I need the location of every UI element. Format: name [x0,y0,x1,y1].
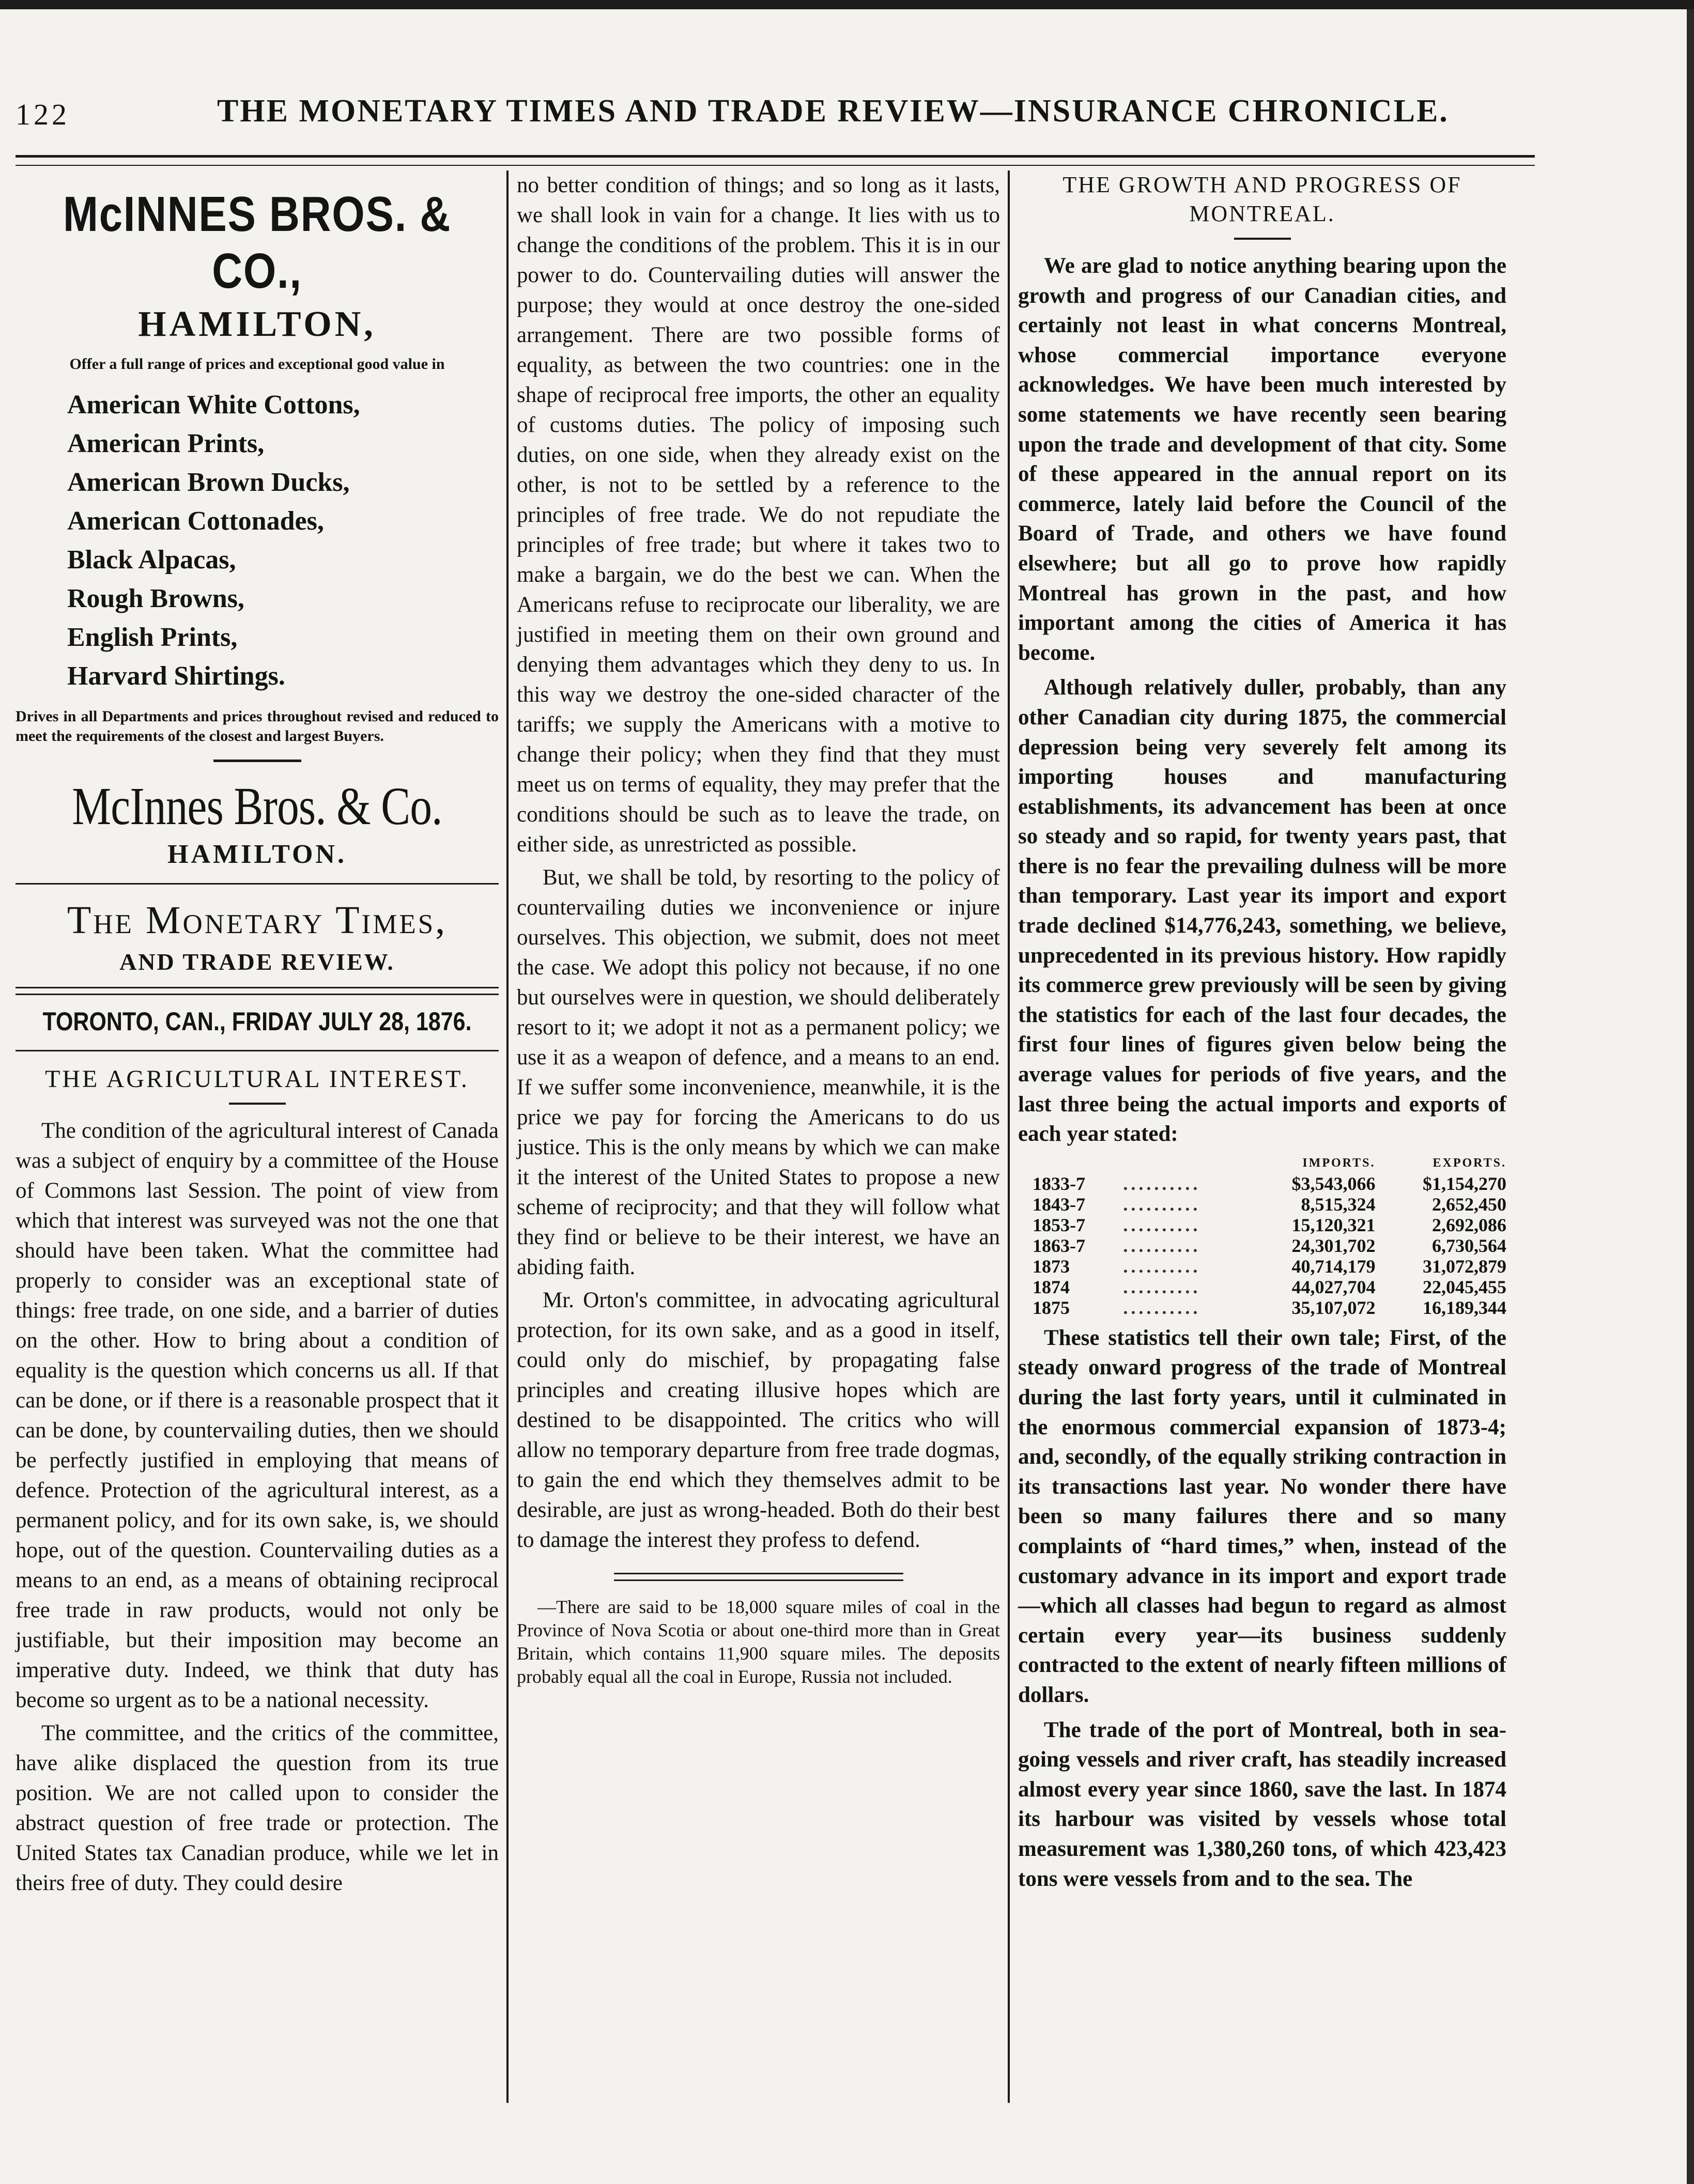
exports-cell: 16,189,344 [1423,1297,1506,1318]
header-rule [16,155,1535,166]
article-heading: THE AGRICULTURAL INTEREST. [45,1065,469,1093]
page-number: 122 [16,98,70,131]
leader-dots: .......... [1123,1235,1201,1256]
scan-right-edge [1687,9,1694,2184]
masthead-title: The Monetary Times, [67,899,448,942]
ad-goods-item: English Prints, [67,623,238,652]
leader-dots: .......... [1123,1256,1201,1277]
exports-cell: 31,072,879 [1423,1256,1506,1277]
ad-goods-item: American Brown Ducks, [67,468,350,497]
ad-city-2: HAMILTON. [167,840,347,869]
period-cell: 1853-7 [1033,1214,1085,1235]
leader-dots: .......... [1123,1214,1201,1235]
exports-cell: $1,154,270 [1423,1173,1506,1194]
leader-dots: .......... [1123,1194,1201,1215]
ad-goods-item: Black Alpacas, [67,545,236,575]
ad-note: Drives in all Departments and prices throughout revised and reduced to meet the requirements of the closest and largest Buyers. [16,708,499,745]
article-paragraph: The committee, and the critics of the committee, have alike displaced the question from its true position. We are not called upon to consider the abstract question of free trade or protection. The United States tax Canadian produce, while we let in theirs free of duty. They could desire [16,1721,499,1895]
column-divider-1 [506,171,509,2103]
article-heading: THE GROWTH AND PROGRESS OF MONTREAL. [1062,172,1462,226]
ad-goods-item: Rough Browns, [67,584,244,613]
heading-rule [1234,238,1291,240]
imports-cell: $3,543,066 [1291,1173,1376,1194]
table-row [1018,1235,1506,1256]
heading-rule [229,1103,286,1105]
dateline: TORONTO, CAN., FRIDAY JULY 28, 1876. [42,1007,472,1036]
article-paragraph: no better condition of things; and so long as it lasts, we shall look in vain for a change. It lies with us to change the conditions of the problem. This it is in our power to do. Countervailing duties will answer the purpose; they would at once destroy the one-sided arrangement. There are two possible forms of equality, as between the two countries: one in the shape of reciprocal free imports, the other an equality of customs duties. The policy of imposing such duties, on one side, when they already exist on the other, is not to be settled by a reference to the principles of free trade. We do not repudiate the principles of free trade; but where it takes two to make a bargain, we do the best we can. When the Americans refuse to reciprocate our liberality, we are justified in meeting them on their own ground and denying them advantages which they deny to us. In this way we destroy the one-sided character of the tariffs; we supply the Americans with a motive to change their policy; when they find that they must meet us on terms of equality, they may prefer that the conditions should be such as to leave the trade, on either side, as unrestricted as possible. [517,173,1000,857]
exports-cell: 22,045,455 [1423,1276,1506,1297]
column-1 [16,171,499,1898]
ad-city: HAMILTON, [138,304,376,344]
imports-cell: 24,301,702 [1291,1235,1376,1256]
ad-goods-item: Harvard Shirtings. [67,661,285,691]
article-paragraph: But, we shall be told, by resorting to the policy of countervailing duties we inconvenience or injure ourselves. This objection, we submit, does not meet the case. We adopt this policy not because, if no one but ourselves were in question, we should deliberately resort to it; we adopt it not as a permanent policy; we use it as a weapon of defence, and a means to an end. If we suffer some inconvenience, meanwhile, it is the price we pay for forcing the Americans to do us justice. This is the only means by which we can make it the interest of the United States to propose a new scheme of reciprocity; and that they will follow what they find or believe to be their interest, we have an abiding faith. [517,865,1000,1279]
masthead-top-rule [16,883,499,885]
article-paragraph: The condition of the agricultural interest of Canada was a subject of enquiry by a committee of the House of Commons last Session. The point of view from which that interest was surveyed was not the one that should have been taken. What the committee had properly to consider was an exceptional state of things: free trade, on one side, and a barrier of duties on the other. How to bring about a condition of equality is the question which concerns us all. If that can be done, or if there is a reasonable prospect that it can be done, by countervailing duties, then we should be perfectly justified in employing that means of defence. Protection of the agricultural interest, as a permanent policy, and for its own sake, is, we should hope, out of the question. Countervailing duties as a means to an end, as a means of obtaining reciprocal free trade in raw products, would not only be justifiable, but their imposition may become an imperative duty. Indeed, we think that duty has become so urgent as to be a national necessity. [16,1119,499,1712]
table-row [1018,1194,1506,1215]
table-row [1018,1173,1506,1194]
ad-offer-line: Offer a full range of prices and exceptional good value in [69,355,445,373]
table-row [1018,1297,1506,1318]
imports-cell: 44,027,704 [1291,1276,1376,1297]
dateline-rule [16,1050,499,1051]
exports-header: EXPORTS. [1433,1156,1506,1170]
running-head [16,93,1643,140]
period-cell: 1863-7 [1033,1235,1085,1256]
publication-title: THE MONETARY TIMES AND TRADE REVIEW—INSURANCE CHRONICLE. [217,94,1449,129]
table-header-row [1018,1156,1506,1173]
table-row [1018,1277,1506,1297]
period-cell: 1875 [1033,1297,1070,1318]
period-cell: 1874 [1033,1276,1070,1297]
ad-divider [213,760,301,762]
imports-cell: 15,120,321 [1291,1214,1376,1235]
imports-cell: 8,515,324 [1301,1194,1376,1215]
masthead-subtitle: AND TRADE REVIEW. [119,949,395,975]
ad-goods-item: American Cottonades, [67,506,324,536]
article-paragraph: Although relatively duller, probably, than any other Canadian city during 1875, the commercial depression being very severely felt among its importing houses and manufacturing establishments, its advancement has been at once so steady and so rapid, for twenty years past, that there is no fear the prevailing dulness will be more than temporary. Last year its import and export trade declined $14,776,243, something, we believe, unprecedented in its previous history. How rapidly its commerce grew previously will be seen by giving the statistics for each of the last four decades, the first four lines of figures given below being the average values for periods of five years, and the last three being the actual imports and exports of each year stated: [1018,675,1506,1147]
table-row [1018,1215,1506,1235]
ad-goods-item: American White Cottons, [67,390,360,420]
imports-cell: 40,714,179 [1291,1256,1376,1277]
imports-header: IMPORTS. [1302,1156,1376,1170]
table-row [1018,1256,1506,1277]
period-cell: 1843-7 [1033,1194,1085,1215]
trade-statistics-table [1018,1156,1506,1318]
leader-dots: .......... [1123,1173,1201,1194]
exports-cell: 6,730,564 [1432,1235,1506,1256]
period-cell: 1833-7 [1033,1173,1085,1194]
exports-cell: 2,692,086 [1432,1214,1506,1235]
ad-firm-name-2: McInnes Bros. & Co. [72,777,442,836]
coal-note: —There are said to be 18,000 square miles of coal in the Province of Nova Scotia or about one-third more than in Great Britain, which contains 11,900 square miles. The deposits probably equal all the coal in Europe, Russia not included. [517,1597,1000,1687]
section-divider [614,1573,903,1581]
article-paragraph: These statistics tell their own tale; First, of the steady onward progress of the trade of Montreal during the last forty years, until it culminated in the enormous commercial expansion of 1873-4; and, secondly, of the equally striking contraction in its transactions last year. No wonder there have been so many failures there and so many complaints of “hard times,” when, instead of the customary advance in its import and export trade—which all classes had begun to regard as almost certain every year—its business suddenly contracted to the extent of nearly fifteen millions of dollars. [1018,1325,1506,1707]
ad-goods-item: American Prints, [67,429,265,458]
imports-cell: 35,107,072 [1291,1297,1376,1318]
column-3 [1018,171,1506,1894]
leader-dots: .......... [1123,1297,1201,1318]
masthead-double-rule [16,987,499,995]
scan-top-edge [0,0,1694,9]
ad-firm-name: McINNES BROS. & CO., [63,187,451,299]
ad-goods-list [67,385,499,695]
article-paragraph: We are glad to notice anything bearing upon the growth and progress of our Canadian cities, and certainly not least in what concerns Montreal, whose commercial importance everyone acknowledges. We have been much interested by some statements we have recently seen bearing upon the trade and development of that city. Some of these appeared in the annual report on its commerce, lately laid before the Council of the Board of Trade, and others we have found elsewhere; but all go to prove how rapidly Montreal has grown in the past, and how important among the cities of America it has become. [1018,254,1506,665]
column-2 [517,171,1000,1689]
period-cell: 1873 [1033,1256,1070,1277]
article-paragraph: Mr. Orton's committee, in advocating agricultural protection, for its own sake, and as a good in itself, could only do mischief, by propagating false principles and creating illusive hopes which are destined to be disappointed. The critics who will allow no temporary departure from free trade dogmas, to gain the end which they themselves admit to be desirable, are just as wrong-headed. Both do their best to damage the interest they profess to defend. [517,1288,1000,1552]
leader-dots: .......... [1123,1276,1201,1297]
column-divider-2 [1008,171,1010,2103]
article-paragraph: The trade of the port of Montreal, both in sea-going vessels and river craft, has steadily increased almost every year since 1860, save the last. In 1874 its harbour was visited by vessels whose total measurement was 1,380,260 tons, of which 423,423 tons were vessels from and to the sea. The [1018,1717,1506,1891]
exports-cell: 2,652,450 [1432,1194,1506,1215]
advertisement [16,186,499,870]
